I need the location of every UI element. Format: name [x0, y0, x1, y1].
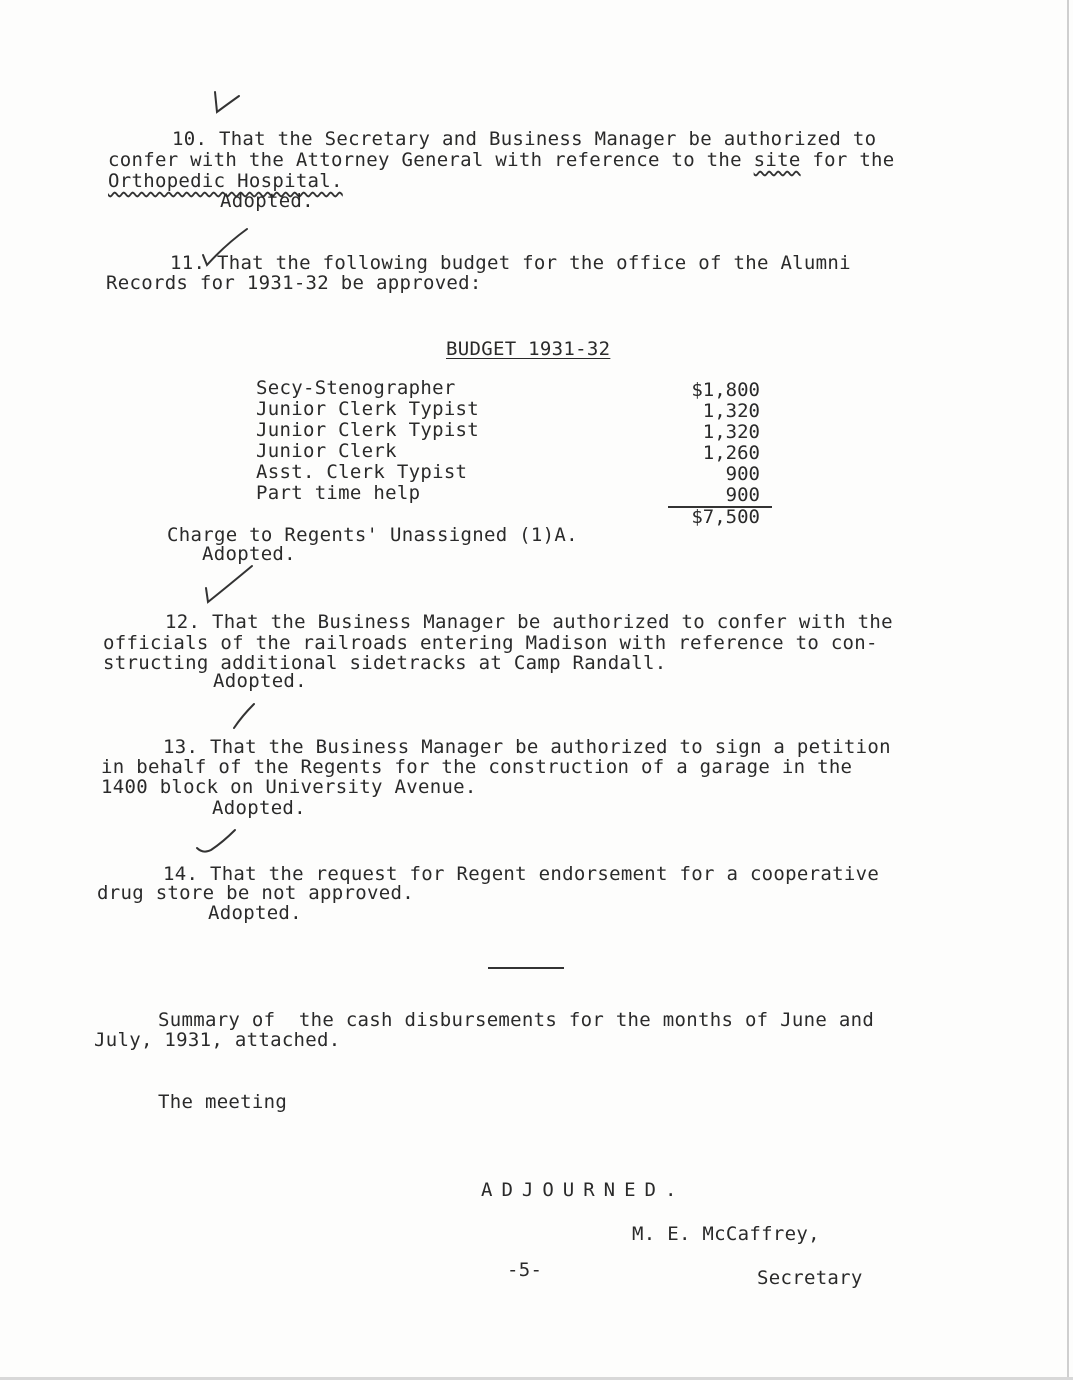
item10-adopted: Adopted. [220, 190, 314, 212]
item10-line2-suffix: for the [800, 149, 895, 171]
item13-line3: 1400 block on University Avenue. [101, 776, 477, 798]
item13-line1: 13. That the Business Manager be authorized to sign a petition [163, 736, 891, 758]
budget-row-position: Junior Clerk Typist [256, 419, 480, 441]
budget-total: $7,500 [691, 506, 760, 528]
item12-line2: officials of the railroads entering Madison with reference to con- [103, 632, 878, 654]
item12-line1: 12. That the Business Manager be authorized to confer with the [165, 611, 893, 633]
item10-line2-prefix: confer with the Attorney General with reference to the [108, 149, 754, 171]
item11-adopted: Adopted. [202, 543, 296, 565]
budget-row-amount: 900 [725, 484, 760, 506]
item11-charge: Charge to Regents' Unassigned (1)A. [167, 524, 578, 546]
budget-row-position: Secy-Stenographer [256, 377, 456, 399]
checkmark-icon [228, 702, 258, 732]
summary-line1: Summary of the cash disbursements for the months of June and [158, 1009, 875, 1031]
item10-line3: Orthopedic Hospital. [108, 170, 343, 192]
page-number: -5- [507, 1259, 543, 1281]
budget-row-amount: 1,260 [702, 442, 760, 464]
closing-adjourned: ADJOURNED. [481, 1179, 686, 1201]
item13-line2: in behalf of the Regents for the construction of a garage in the [101, 756, 853, 778]
item11-line2: Records for 1931-32 be approved: [106, 272, 482, 294]
checkmark-icon [193, 828, 239, 858]
summary-line2: July, 1931, attached. [94, 1029, 341, 1051]
item12-line3: structing additional sidetracks at Camp Randall. [103, 652, 667, 674]
budget-row-position: Junior Clerk [256, 440, 397, 462]
budget-row-amount: 1,320 [702, 400, 760, 422]
budget-row-amount: 1,320 [702, 421, 760, 443]
item11-line1 [170, 253, 851, 273]
item13-adopted: Adopted. [212, 797, 306, 819]
budget-title: BUDGET 1931-32 [446, 338, 611, 360]
checkmark-icon [205, 88, 245, 118]
budget-row-position: Part time help [256, 482, 421, 504]
closing-meeting: The meeting [158, 1091, 288, 1113]
item11-number: 11. [170, 252, 206, 274]
item10-line2 [108, 150, 895, 170]
checkmark-icon [198, 562, 258, 608]
budget-row-amount: 900 [725, 463, 760, 485]
item14-adopted: Adopted. [208, 902, 302, 924]
budget-row-amount: $1,800 [691, 379, 760, 401]
page-edge-right [1067, 0, 1069, 1380]
budget-row-position: Asst. Clerk Typist [256, 461, 468, 483]
item14-line1: 14. That the request for Regent endorsement for a cooperative [163, 863, 880, 885]
signer-name: M. E. McCaffrey, [632, 1223, 820, 1245]
item12-adopted: Adopted. [213, 670, 307, 692]
item14-line2: drug store be not approved. [97, 882, 414, 904]
item10-site: site [753, 149, 801, 171]
item11-line1-text: That the following budget for the office of the Alumni [216, 252, 851, 274]
section-divider [488, 967, 564, 969]
item10-line1: 10. That the Secretary and Business Manager be authorized to [172, 128, 877, 150]
signer-title: Secretary [757, 1267, 863, 1289]
budget-row-position: Junior Clerk Typist [256, 398, 480, 420]
